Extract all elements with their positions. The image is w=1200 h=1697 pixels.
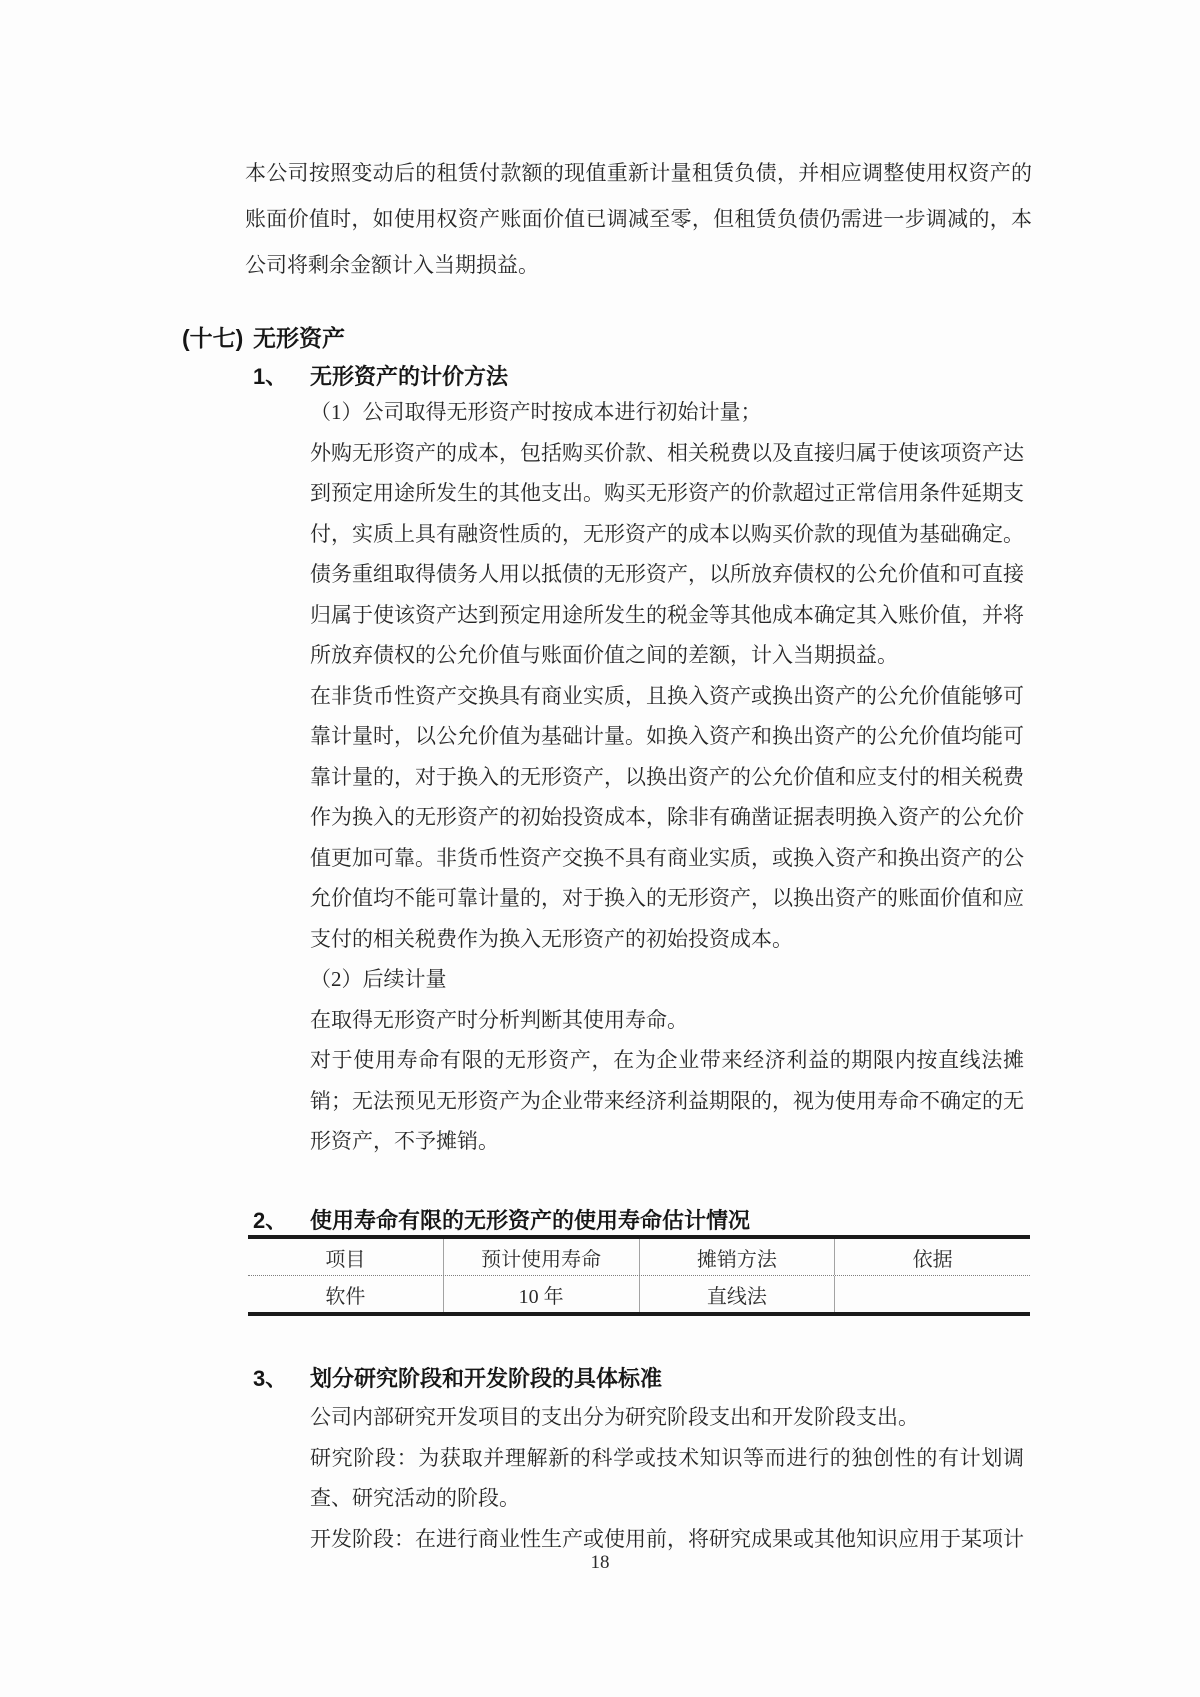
subsection-3-heading [253,1362,662,1393]
subsection-1-heading [253,360,508,391]
subsection-2-heading [253,1204,750,1235]
subsection-1-body [310,392,1024,1162]
page-number: 18 [590,1552,610,1573]
useful-life-table [248,1235,1030,1316]
section-title: 无形资产 [253,325,345,351]
paragraph: 本公司按照变动后的租赁付款额的现值重新计量租赁负债，并相应调整使用权资产的账面价值时，如使用权资产账面价值已调减至零，但租赁负债仍需进一步调减的，本公司将剩余金额计入当期损益。 [245,161,1032,277]
subsection-3-title: 划分研究阶段和开发阶段的具体标准 [310,1366,663,1391]
table-header-row [248,1239,1030,1276]
paragraph: 开发阶段：在进行商业性生产或使用前，将研究成果或其他知识应用于某项计 [310,1526,1024,1551]
table-header-item: 项目 [325,1248,366,1271]
table-header-amortization-method: 摊销方法 [639,1239,835,1275]
table-cell-basis [834,1276,1030,1312]
subsection-1-number: 1、 [253,364,288,389]
subsection-2-title: 使用寿命有限的无形资产的使用寿命估计情况 [310,1208,751,1233]
subsection-2-number: 2、 [253,1208,288,1233]
table-cell-expected-life: 10 年 [443,1276,639,1312]
paragraph: 债务重组取得债务人用以抵债的无形资产，以所放弃债权的公允价值和可直接归属于使该资产达到预定用途所发生的税金等其他成本确定其入账价值，并将所放弃债权的公允价值与账面价值之间的差额，计入当期损益。 [310,562,1024,667]
section-label: (十七) [182,325,244,351]
section-17-heading [182,320,345,353]
intro-paragraph [245,150,1032,288]
paragraph: 研究阶段：为获取并理解新的科学或技术知识等而进行的独创性的有计划调查、研究活动的阶段。 [310,1445,1024,1510]
paragraph: 外购无形资产的成本，包括购买价款、相关税费以及直接归属于使该项资产达到预定用途所发生的其他支出。购买无形资产的价款超过正常信用条件延期支付，实质上具有融资性质的，无形资产的成本以购买价款的现值为基础确定。 [310,440,1024,546]
table-cell-item: 软件 [325,1285,366,1308]
paragraph: （2）后续计量 [310,967,447,991]
table-cell-amortization-method: 直线法 [639,1276,835,1312]
subsection-1-title: 无形资产的计价方法 [310,364,509,389]
table-header-expected-life: 预计使用寿命 [443,1239,639,1275]
subsection-3-number: 3、 [253,1366,288,1391]
table-header-basis: 依据 [834,1239,1030,1275]
table-row [248,1276,1030,1312]
paragraph: 在取得无形资产时分析判断其使用寿命。 [310,1007,688,1032]
paragraph: 对于使用寿命有限的无形资产，在为企业带来经济利益的期限内按直线法摊销；无法预见无形资产为企业带来经济利益期限的，视为使用寿命不确定的无形资产，不予摊销。 [310,1048,1024,1153]
paragraph: （1）公司取得无形资产时按成本进行初始计量； [310,400,762,424]
subsection-3-body [310,1397,1024,1559]
paragraph: 在非货币性资产交换具有商业实质，且换入资产或换出资产的公允价值能够可靠计量时，以公允价值为基础计量。如换入资产和换出资产的公允价值均能可靠计量的，对于换入的无形资产，以换出资产的公允价值和应支付的相关税费作为换入的无形资产的初始投资成本，除非有确凿证据表明换入资产的公允价值更加可靠。非货币性资产交换不具有商业实质，或换入资产和换出资产的公允价值均不能可靠计量的，对于换入的无形资产，以换出资产的账面价值和应支付的相关税费作为换入无形资产的初始投资成本。 [310,683,1024,951]
paragraph: 公司内部研究开发项目的支出分为研究阶段支出和开发阶段支出。 [310,1405,919,1429]
